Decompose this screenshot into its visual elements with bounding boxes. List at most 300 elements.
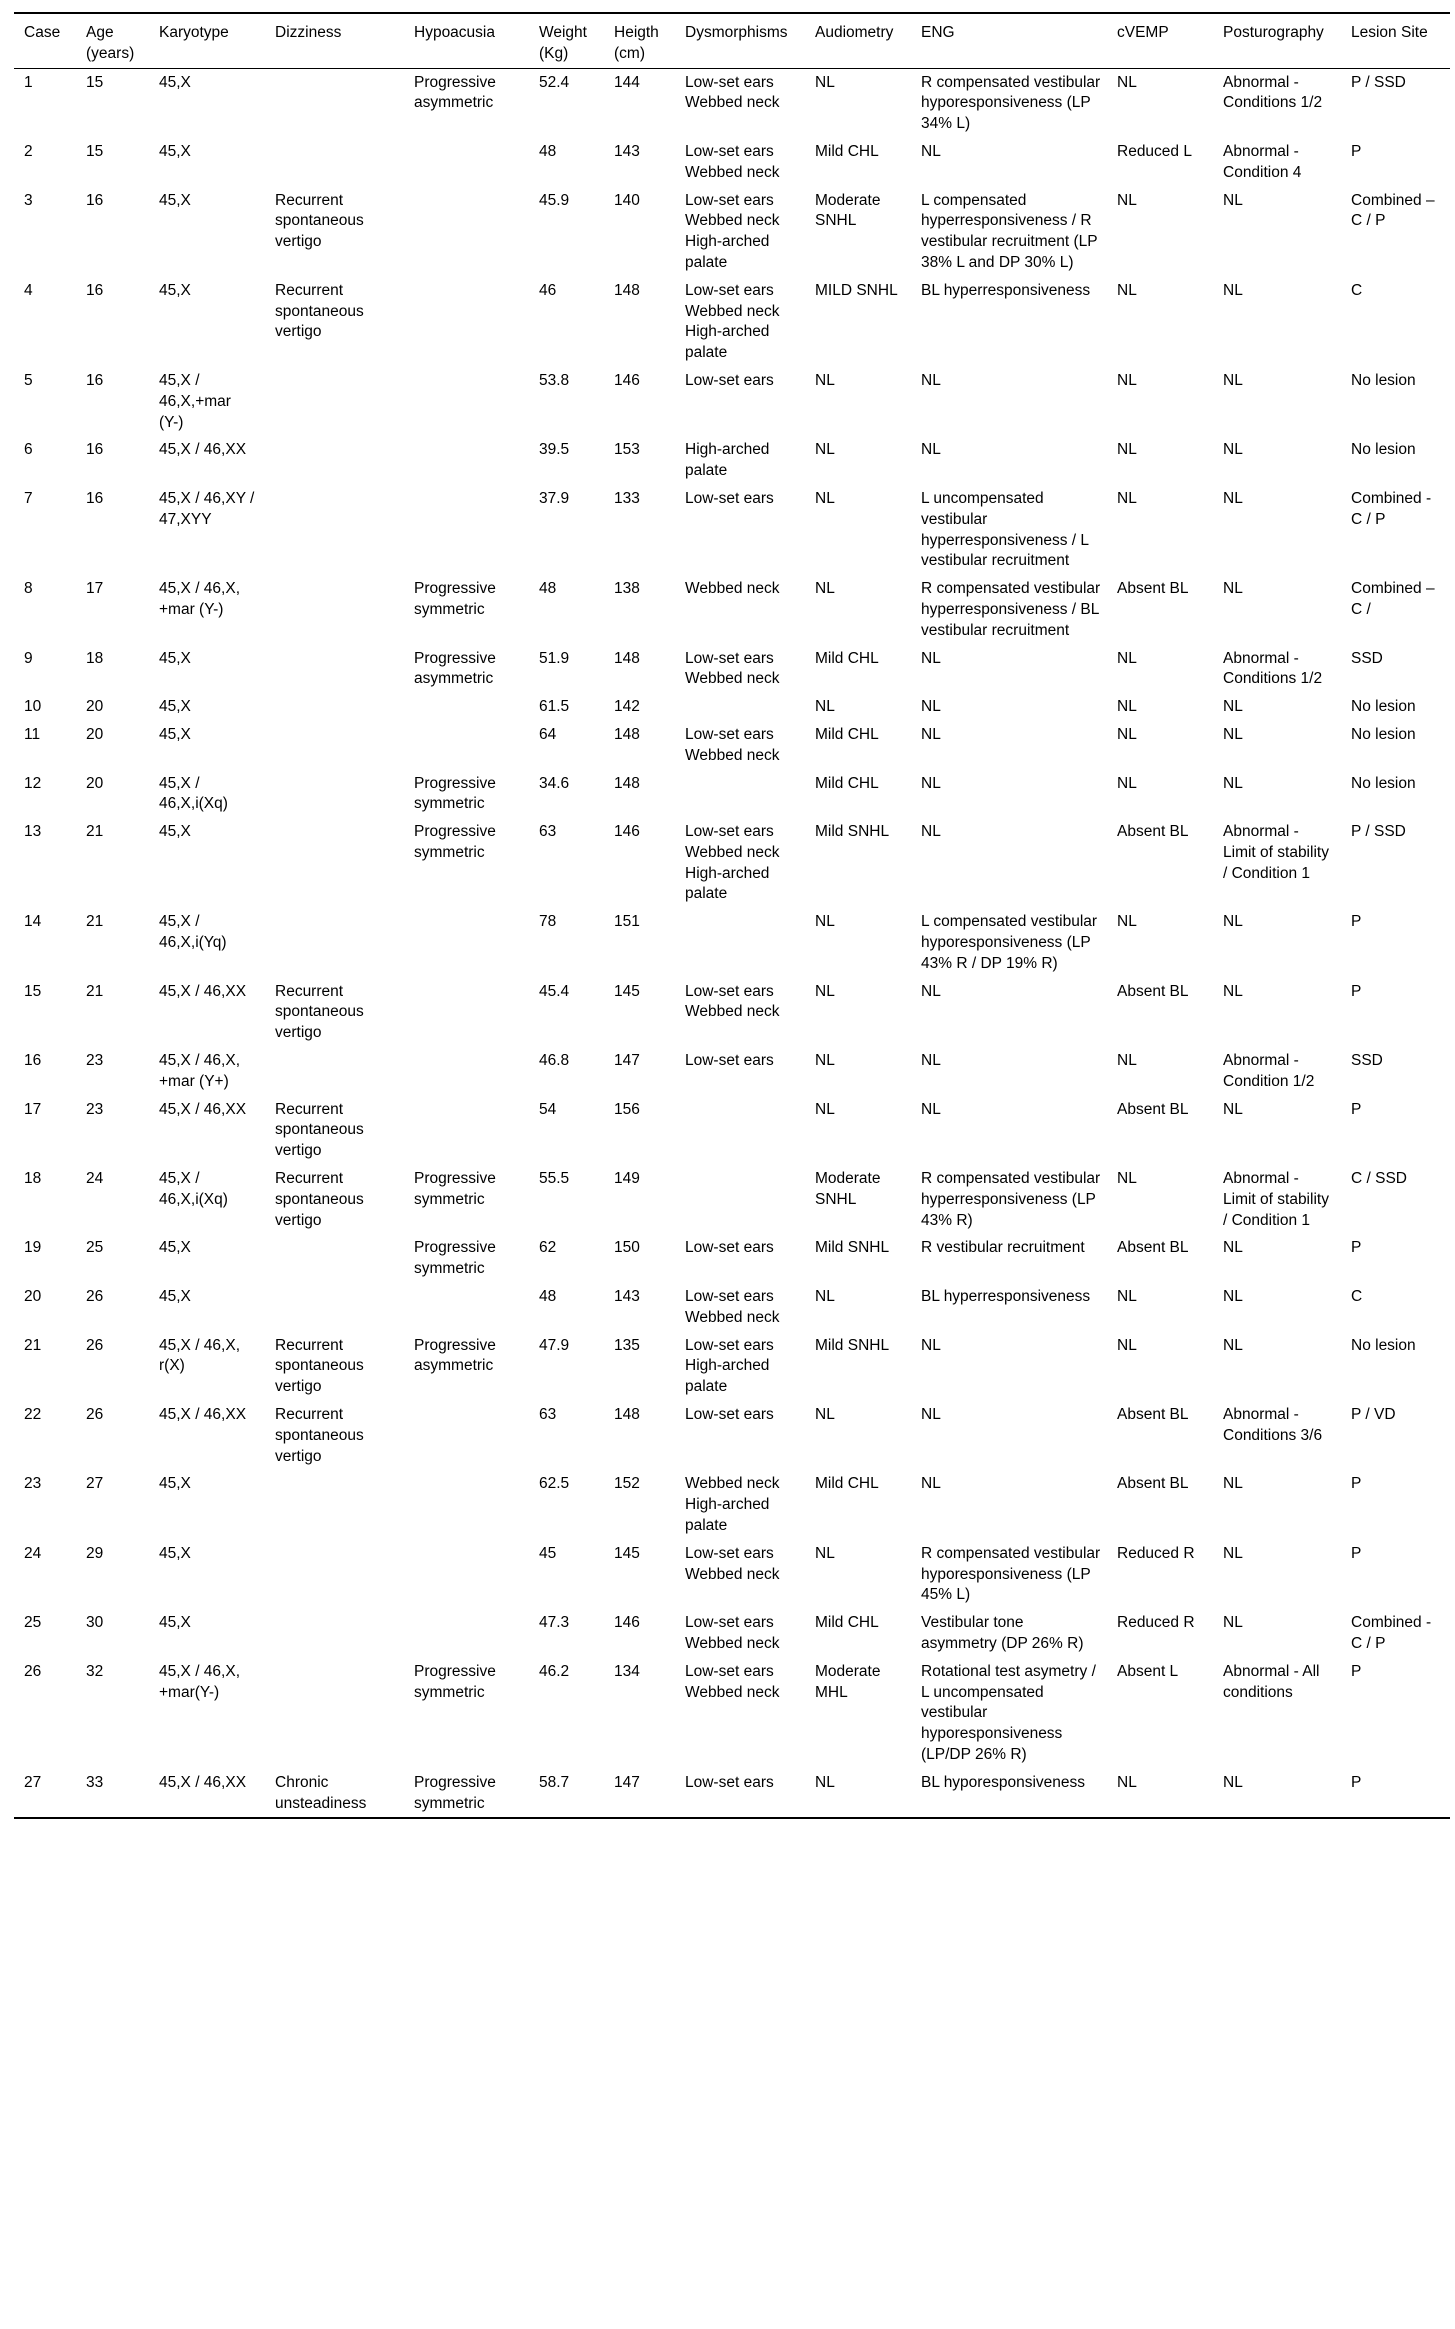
table-cell: P	[1351, 1662, 1362, 1680]
table-cell: MILD SNHL	[815, 281, 898, 299]
table-cell: 20	[86, 725, 104, 743]
table-cell	[675, 1096, 805, 1165]
table-cell: Absent L	[1117, 1662, 1179, 1680]
table-cell: NL	[815, 1544, 835, 1562]
table-cell: 45,X / 46,XX	[159, 1100, 247, 1118]
table-cell: NL	[1117, 1336, 1137, 1354]
table-row	[14, 277, 1450, 367]
table-cell: NL	[1223, 191, 1243, 209]
table-cell: 26	[86, 1288, 104, 1306]
table-cell: Reduced R	[1117, 1544, 1195, 1562]
table-cell: Progressive symmetric	[414, 580, 496, 618]
table-cell	[404, 1470, 529, 1539]
table-cell	[404, 277, 529, 367]
table-cell: R compensated vestibular hyperresponsiveness / BL vestibular recruitment	[921, 580, 1101, 639]
table-cell: Mild CHL	[815, 774, 879, 792]
table-cell: Abnormal - Conditions 1/2	[1223, 649, 1323, 688]
table-cell: 148	[614, 649, 640, 667]
table-cell: NL	[815, 1406, 835, 1424]
table-cell: 146	[614, 823, 640, 841]
column-header: Lesion Site	[1341, 13, 1450, 68]
column-header: Dizziness	[265, 13, 404, 68]
table-row	[14, 1401, 1450, 1470]
table-cell: NL	[921, 371, 941, 389]
table-cell: 145	[614, 982, 640, 1000]
table-cell: Absent BL	[1117, 982, 1189, 1000]
column-header: Audiometry	[805, 13, 911, 68]
table-cell: NL	[921, 698, 941, 716]
table-cell: 19	[24, 1239, 42, 1257]
table-cell: 148	[614, 1406, 640, 1424]
table-cell	[265, 818, 404, 908]
table-cell: Abnormal - Conditions 1/2	[1223, 73, 1323, 112]
table-cell: NL	[1223, 913, 1243, 931]
table-cell: Recurrent spontaneous vertigo	[275, 1406, 364, 1465]
table-cell: NL	[815, 489, 835, 507]
table-cell: 146	[614, 1614, 640, 1632]
table-cell: NL	[815, 1288, 835, 1306]
table-cell: 15	[86, 142, 104, 160]
table-cell: NL	[921, 823, 941, 841]
table-cell: 16	[24, 1052, 42, 1070]
table-cell: NL	[1223, 489, 1243, 507]
column-header: Hypoacusia	[404, 13, 529, 68]
table-row	[14, 1332, 1450, 1401]
table-row	[14, 1047, 1450, 1096]
table-cell: Low-set ears	[685, 1052, 774, 1070]
table-cell: 47.9	[539, 1336, 570, 1354]
table-cell	[404, 1096, 529, 1165]
table-cell: NL	[1117, 649, 1137, 667]
table-cell: 3	[24, 191, 33, 209]
column-header: cVEMP	[1107, 13, 1213, 68]
column-header: Weight (Kg)	[529, 13, 604, 68]
table-cell: NL	[1117, 698, 1137, 716]
table-cell: Reduced R	[1117, 1614, 1195, 1632]
table-cell: NL	[921, 1052, 941, 1070]
table-cell: NL	[921, 441, 941, 459]
table-cell: 30	[86, 1614, 104, 1632]
table-cell: Chronic unsteadiness	[265, 1769, 404, 1819]
table-cell: Progressive asymmetric	[414, 649, 496, 688]
table-cell	[404, 908, 529, 977]
table-cell: BL hyperresponsiveness	[921, 281, 1091, 299]
table-cell	[404, 485, 529, 575]
table-cell: 24	[86, 1170, 104, 1188]
table-cell: Low-set ears Webbed neck	[685, 1544, 780, 1583]
table-cell: 62	[539, 1239, 557, 1257]
table-cell: Recurrent spontaneous vertigo	[275, 982, 364, 1042]
table-cell: Combined - C / P	[1351, 1614, 1432, 1652]
table-cell: BL hyporesponsiveness	[911, 1769, 1107, 1819]
table-cell: NL	[1223, 1475, 1243, 1493]
table-cell: 27	[86, 1475, 104, 1493]
table-cell: 7	[24, 489, 33, 507]
table-cell	[404, 693, 529, 721]
table-row	[14, 367, 1450, 436]
table-cell: NL	[1223, 1239, 1243, 1257]
column-header: Case	[14, 13, 76, 68]
table-cell: 45,X / 46,X, r(X)	[159, 1336, 240, 1375]
table-cell: 21	[24, 1336, 42, 1354]
table-cell	[265, 645, 404, 694]
table-cell: 45,X	[159, 142, 191, 160]
table-row	[14, 1609, 1450, 1658]
table-cell: 140	[614, 191, 640, 209]
table-cell: 45,X / 46,X, +mar (Y-)	[159, 580, 240, 618]
table-cell: NL	[815, 982, 835, 1000]
table-row	[14, 908, 1450, 977]
table-cell: Absent BL	[1117, 1406, 1189, 1424]
table-cell: P	[1351, 913, 1362, 931]
table-cell: Rotational test asymetry / L uncompensated vestibular hyporesponsiveness (LP/DP 26% R)	[921, 1662, 1096, 1763]
table-cell: 148	[614, 725, 640, 743]
table-cell: Combined – C / P	[1351, 191, 1435, 230]
table-cell: 48	[539, 580, 557, 598]
table-cell: 46.2	[539, 1662, 570, 1680]
table-cell	[675, 770, 805, 819]
table-cell: 32	[86, 1662, 104, 1680]
table-cell: NL	[815, 580, 835, 598]
table-cell: 45.4	[539, 982, 570, 1000]
table-cell: Reduced L	[1117, 142, 1192, 160]
table-cell	[404, 1283, 529, 1332]
table-cell: 16	[86, 191, 104, 209]
table-cell: 152	[614, 1475, 640, 1493]
table-cell: P	[1351, 982, 1362, 1000]
table-cell: NL	[1223, 1336, 1243, 1354]
table-cell: 142	[614, 698, 640, 716]
table-cell	[265, 367, 404, 436]
table-cell: 45,X / 46,XY / 47,XYY	[159, 489, 255, 528]
table-cell: Low-set ears Webbed neck	[685, 982, 780, 1021]
table-cell: 45,X	[159, 281, 191, 299]
table-cell	[265, 138, 404, 187]
table-cell: NL	[921, 142, 941, 160]
table-cell: 39.5	[539, 441, 570, 459]
table-cell: 33	[76, 1769, 149, 1819]
table-cell: 25	[24, 1614, 42, 1632]
table-cell: 45,X	[159, 1544, 191, 1562]
table-cell: NL	[1117, 73, 1137, 91]
table-cell: 62.5	[539, 1475, 570, 1493]
table-cell: 45	[539, 1544, 557, 1562]
table-cell: No lesion	[1351, 1336, 1416, 1354]
table-row	[14, 1283, 1450, 1332]
table-cell: 58.7	[529, 1769, 604, 1819]
table-cell: 23	[86, 1100, 104, 1118]
table-cell: No lesion	[1351, 441, 1416, 459]
table-cell: 145	[614, 1544, 640, 1562]
table-row	[14, 693, 1450, 721]
table-cell: 45,X	[159, 1614, 191, 1632]
table-cell: 148	[614, 774, 640, 792]
table-cell: NL	[921, 1406, 941, 1424]
table-cell: NL	[1117, 774, 1137, 792]
table-cell: NL	[1117, 371, 1137, 389]
table-cell: 45,X / 46,XX	[149, 1769, 265, 1819]
table-row	[14, 138, 1450, 187]
table-cell	[404, 1540, 529, 1609]
table-cell: 148	[614, 281, 640, 299]
table-cell: 45,X / 46,XX	[159, 441, 247, 459]
table-cell	[675, 908, 805, 977]
table-cell: 45.9	[539, 191, 570, 209]
table-cell: NL	[815, 1100, 835, 1118]
table-cell: 27	[14, 1769, 76, 1819]
table-cell: Low-set ears Webbed neck High-arched palate	[685, 281, 780, 362]
table-cell: P	[1351, 142, 1362, 160]
table-cell: 151	[614, 913, 640, 931]
table-row	[14, 1096, 1450, 1165]
table-cell: P / SSD	[1351, 823, 1406, 841]
table-cell	[265, 1658, 404, 1769]
table-cell: Progressive asymmetric	[414, 73, 496, 112]
table-cell: NL	[815, 371, 835, 389]
table-cell: 147	[614, 1052, 640, 1070]
table-cell: 21	[86, 982, 104, 1000]
table-body	[14, 68, 1450, 1818]
clinical-findings-table	[14, 12, 1450, 1819]
table-cell: 26	[86, 1336, 104, 1354]
table-cell: P / VD	[1351, 1406, 1396, 1424]
table-cell: 13	[24, 823, 42, 841]
table-cell: Recurrent spontaneous vertigo	[275, 1336, 364, 1396]
table-cell: 20	[24, 1288, 42, 1306]
table-cell: Absent BL	[1117, 1100, 1189, 1118]
table-cell: 45,X	[159, 191, 191, 209]
table-row	[14, 1234, 1450, 1283]
table-cell: Mild CHL	[815, 725, 879, 743]
table-cell: NL	[1223, 774, 1243, 792]
table-cell: Recurrent spontaneous vertigo	[275, 281, 364, 341]
table-cell: 17	[86, 580, 104, 598]
table-cell: 46.8	[539, 1052, 570, 1070]
table-cell: 149	[614, 1170, 640, 1188]
table-cell: 55.5	[539, 1170, 570, 1188]
table-cell	[675, 693, 805, 721]
table-cell: Abnormal - Limit of stability / Condition 1	[1223, 1170, 1329, 1229]
table-cell: 48	[539, 1288, 557, 1306]
table-cell: Progressive symmetric	[414, 1170, 496, 1208]
table-cell: NL	[1223, 1100, 1243, 1118]
table-cell: Low-set ears	[685, 371, 774, 389]
table-cell: 26	[86, 1406, 104, 1424]
table-cell: NL	[921, 1475, 941, 1493]
table-cell: NL	[1117, 725, 1137, 743]
table-cell: P	[1351, 1100, 1362, 1118]
table-cell: Low-set ears Webbed neck High-arched palate	[685, 823, 780, 903]
table-cell	[265, 693, 404, 721]
table-cell: 46	[539, 281, 557, 299]
table-cell: Progressive symmetric	[414, 823, 496, 861]
table-cell: NL	[805, 1769, 911, 1819]
table-cell: 63	[539, 1406, 557, 1424]
table-cell: Low-set ears Webbed neck	[685, 73, 780, 112]
table-cell: 64	[539, 725, 557, 743]
table-cell: R compensated vestibular hyperresponsiveness (LP 43% R)	[921, 1170, 1101, 1229]
column-header: Heigth (cm)	[604, 13, 675, 68]
table-cell: No lesion	[1351, 698, 1416, 716]
table-row	[14, 575, 1450, 644]
table-cell: 20	[86, 698, 104, 716]
table-cell: 15	[86, 73, 104, 91]
table-cell: Vestibular tone asymmetry (DP 26% R)	[921, 1614, 1084, 1652]
table-cell: 25	[86, 1239, 104, 1257]
table-cell: SSD	[1351, 649, 1383, 667]
table-cell: C	[1351, 281, 1363, 299]
table-cell: NL	[815, 441, 835, 459]
table-row	[14, 978, 1450, 1047]
table-cell	[404, 187, 529, 277]
table-cell: Mild SNHL	[815, 1336, 890, 1354]
table-cell: Progressive asymmetric	[414, 1336, 496, 1375]
table-cell: NL	[1107, 1769, 1213, 1819]
table-cell: Progressive symmetric	[414, 774, 496, 813]
table-cell: NL	[1117, 281, 1137, 299]
table-cell: No lesion	[1351, 725, 1416, 743]
table-cell	[265, 908, 404, 977]
table-cell: Low-set ears Webbed neck	[685, 1614, 780, 1652]
table-cell: 45,X	[159, 1239, 191, 1257]
table-cell: C	[1351, 1288, 1363, 1306]
table-cell: Moderate SNHL	[815, 191, 881, 230]
table-cell: NL	[1223, 982, 1243, 1000]
table-cell: Low-set ears	[685, 489, 774, 507]
table-cell: R compensated vestibular hyporesponsiveness (LP 45% L)	[921, 1544, 1101, 1604]
table-cell: Abnormal - Condition 1/2	[1223, 1052, 1315, 1090]
table-cell: 6	[24, 441, 33, 459]
table-cell: NL	[1223, 698, 1243, 716]
table-cell: 138	[614, 580, 640, 598]
table-cell: 45,X / 46,X,+mar (Y-)	[159, 371, 231, 431]
table-cell: Webbed neck	[685, 580, 780, 598]
table-row	[14, 1540, 1450, 1609]
table-cell: 16	[86, 281, 104, 299]
table-cell: NL	[1223, 1614, 1243, 1632]
table-cell: 10	[24, 698, 42, 716]
column-header: ENG	[911, 13, 1107, 68]
table-cell: Absent BL	[1117, 1475, 1189, 1493]
table-cell: 45,X / 46,XX	[159, 1406, 247, 1424]
table-row	[14, 1769, 1450, 1819]
table-cell: Moderate SNHL	[815, 1170, 881, 1208]
table-cell	[265, 1609, 404, 1658]
table-cell	[404, 978, 529, 1047]
table-cell: Combined – C /	[1351, 580, 1435, 618]
table-cell: Mild CHL	[815, 649, 879, 667]
table-cell: Webbed neck High-arched palate	[685, 1475, 780, 1534]
table-cell: 150	[614, 1239, 640, 1257]
table-cell: Low-set ears Webbed neck	[685, 142, 780, 181]
table-cell: Absent BL	[1117, 823, 1189, 841]
table-cell: 14	[24, 913, 42, 931]
table-cell: 47.3	[539, 1614, 570, 1632]
table-cell: Low-set ears	[685, 1239, 774, 1257]
table-cell: 61.5	[539, 698, 570, 716]
table-cell	[265, 485, 404, 575]
table-row	[14, 68, 1450, 138]
table-row	[14, 485, 1450, 575]
table-cell	[265, 436, 404, 485]
table-cell: Low-set ears	[675, 1769, 805, 1819]
table-cell: 12	[24, 774, 42, 792]
table-cell: 147	[604, 1769, 675, 1819]
table-cell: NL	[921, 774, 941, 792]
table-cell: NL	[815, 698, 835, 716]
table-cell: P	[1351, 1544, 1362, 1562]
table-cell: 18	[86, 649, 104, 667]
table-cell: Low-set ears Webbed neck	[685, 725, 780, 764]
table-cell: 15	[24, 982, 42, 1000]
table-cell: R vestibular recruitment	[921, 1239, 1085, 1257]
table-cell	[265, 1540, 404, 1609]
table-cell: NL	[1223, 281, 1243, 299]
table-cell: Low-set ears Webbed neck High-arched palate	[685, 191, 780, 271]
table-cell: NL	[921, 982, 941, 1000]
table-row	[14, 818, 1450, 908]
table-cell: High-arched palate	[685, 441, 770, 480]
table-cell: Abnormal - Condition 4	[1223, 142, 1302, 181]
table-cell: 63	[539, 823, 557, 841]
table-cell: 45,X	[159, 698, 191, 716]
table-cell: NL	[1223, 1544, 1243, 1562]
table-cell: 144	[614, 73, 640, 91]
table-cell: 146	[614, 371, 640, 389]
table-cell: 4	[24, 281, 33, 299]
table-cell: NL	[921, 649, 941, 667]
table-cell: Progressive symmetric	[414, 1662, 496, 1701]
table-cell	[265, 1047, 404, 1096]
table-row	[14, 721, 1450, 770]
table-cell	[265, 68, 404, 138]
table-cell: 45,X	[159, 725, 191, 743]
table-row	[14, 1470, 1450, 1539]
table-cell: 78	[539, 913, 557, 931]
table-cell: 134	[614, 1662, 640, 1680]
table-cell: 45,X	[159, 649, 191, 667]
table-cell: NL	[921, 1336, 941, 1354]
table-cell: NL	[1117, 1288, 1137, 1306]
table-cell: 45,X	[159, 1288, 191, 1306]
table-row	[14, 436, 1450, 485]
table-row	[14, 645, 1450, 694]
table-cell: Mild SNHL	[815, 823, 890, 841]
table-cell: NL	[1223, 1288, 1243, 1306]
table-cell: 45,X / 46,X,i(Xq)	[159, 774, 228, 813]
table-cell: Low-set ears Webbed neck	[685, 649, 780, 688]
table-cell: P	[1341, 1769, 1450, 1819]
table-cell: 51.9	[539, 649, 570, 667]
table-cell: 22	[24, 1406, 42, 1424]
table-cell: 24	[24, 1544, 42, 1562]
table-cell: L uncompensated vestibular hyperresponsiveness / L vestibular recruitment	[921, 489, 1089, 570]
table-cell: No lesion	[1351, 774, 1416, 792]
column-header: Age (years)	[76, 13, 149, 68]
table-cell: 16	[86, 489, 104, 507]
table-cell: 17	[24, 1100, 42, 1118]
table-cell: Mild CHL	[815, 1475, 879, 1493]
table-cell: NL	[1223, 725, 1243, 743]
table-cell	[265, 1234, 404, 1283]
table-cell	[265, 721, 404, 770]
table-cell: NL	[815, 913, 835, 931]
table-cell: NL	[1117, 441, 1137, 459]
table-cell: Recurrent spontaneous vertigo	[275, 1170, 364, 1229]
table-cell: Low-set ears Webbed neck	[685, 1662, 780, 1701]
column-header: Posturography	[1213, 13, 1341, 68]
table-row	[14, 187, 1450, 277]
